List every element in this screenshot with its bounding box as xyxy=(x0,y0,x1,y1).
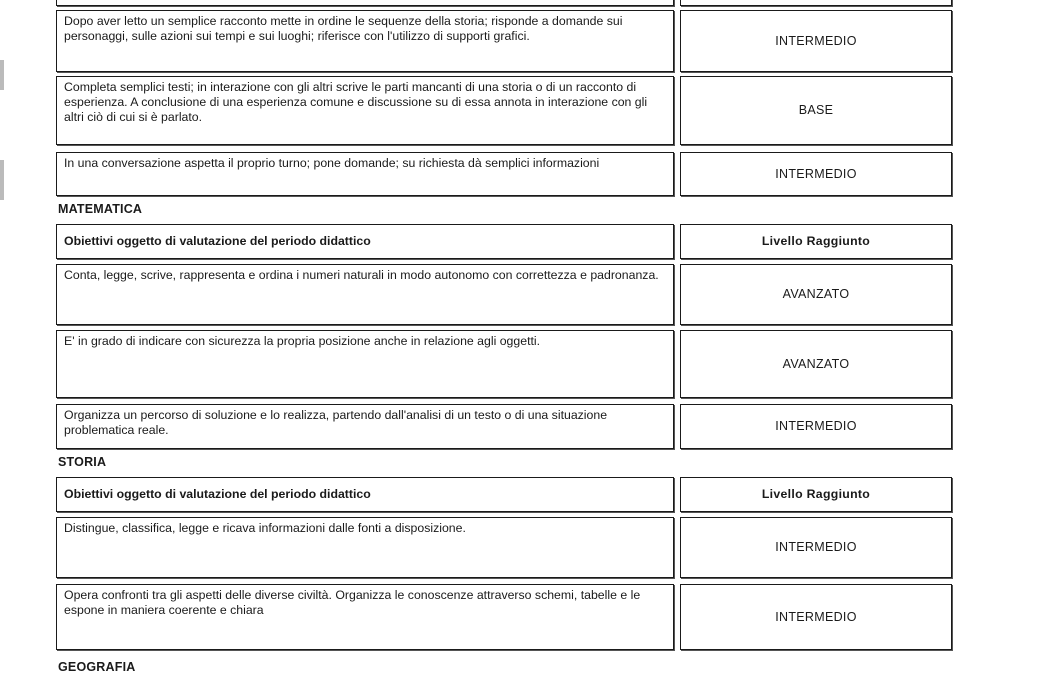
table-header-objective xyxy=(56,477,674,512)
table-row-objective xyxy=(56,76,674,145)
table-row-objective xyxy=(56,330,674,398)
table-row-objective xyxy=(56,264,674,325)
table-row-level xyxy=(680,76,952,145)
section-title-matematica: MATEMATICA xyxy=(58,202,143,216)
table-row-objective xyxy=(56,152,674,196)
section-title-geografia: GEOGRAFIA xyxy=(58,660,136,674)
table-row-objective xyxy=(56,584,674,650)
objective-text: Organizza un percorso di soluzione e lo realizza, partendo dall'analisi di un testo o di una situazione problematica reale. xyxy=(64,408,608,437)
table-row-objective xyxy=(56,517,674,578)
table-header-level xyxy=(680,477,952,512)
objective-text: Opera confronti tra gli aspetti delle diverse civiltà. Organizza le conoscenze attraverso schemi, tabelle e le espone in maniera coerente e chiara xyxy=(64,588,641,617)
table-row-level xyxy=(680,264,952,325)
table-row-level xyxy=(680,0,952,6)
level-text: INTERMEDIO xyxy=(775,419,857,433)
level-text: INTERMEDIO xyxy=(775,609,857,624)
level-text: AVANZATO xyxy=(782,287,850,301)
table-row-level xyxy=(680,152,952,196)
objective-text: Dopo aver letto un semplice racconto mette in ordine le sequenze della storia; risponde a domande sui personaggi, sulle azioni sui tempi e sui luoghi; riferisce con l'utilizzo di supporti grafici. xyxy=(64,14,623,43)
table-row-objective xyxy=(56,404,674,449)
header-text: Livello Raggiunto xyxy=(761,487,871,501)
table-header-objective xyxy=(56,224,674,259)
objective-text: E' in grado di indicare con sicurezza la propria posizione anche in relazione agli oggetti. xyxy=(64,334,541,348)
header-text: Obiettivi oggetto di valutazione del periodo didattico xyxy=(64,487,371,501)
table-row-level xyxy=(680,10,952,72)
table-row-objective xyxy=(56,0,674,6)
table-row-level xyxy=(680,584,952,650)
scan-mark xyxy=(0,60,4,90)
level-text: INTERMEDIO xyxy=(775,166,857,181)
scan-mark xyxy=(0,160,4,200)
table-row-level xyxy=(680,517,952,578)
section-title-storia: STORIA xyxy=(58,455,107,469)
table-row-objective xyxy=(56,10,674,72)
table-header-level xyxy=(680,224,952,259)
level-text: INTERMEDIO xyxy=(775,540,857,554)
header-text: Obiettivi oggetto di valutazione del periodo didattico xyxy=(64,234,371,248)
level-text: INTERMEDIO xyxy=(775,33,857,48)
level-text: AVANZATO xyxy=(782,356,850,371)
level-text: BASE xyxy=(798,103,834,117)
objective-text: Conta, legge, scrive, rappresenta e ordina i numeri naturali in modo autonomo con correttezza e padronanza. xyxy=(64,268,659,282)
objective-text: Completa semplici testi; in interazione con gli altri scrive le parti mancanti di una storia o di un racconto di esperienza. A conclusione di una esperienza comune e discussione su di essa annota in interazione con gli altri ciò di cui si è parlato. xyxy=(64,80,648,124)
objective-text: In una conversazione aspetta il proprio turno; pone domande; su richiesta dà semplici informazioni xyxy=(64,156,600,170)
table-row-level xyxy=(680,404,952,449)
header-text: Livello Raggiunto xyxy=(761,234,871,248)
table-row-level xyxy=(680,330,952,398)
objective-text: Distingue, classifica, legge e ricava informazioni dalle fonti a disposizione. xyxy=(64,521,466,535)
